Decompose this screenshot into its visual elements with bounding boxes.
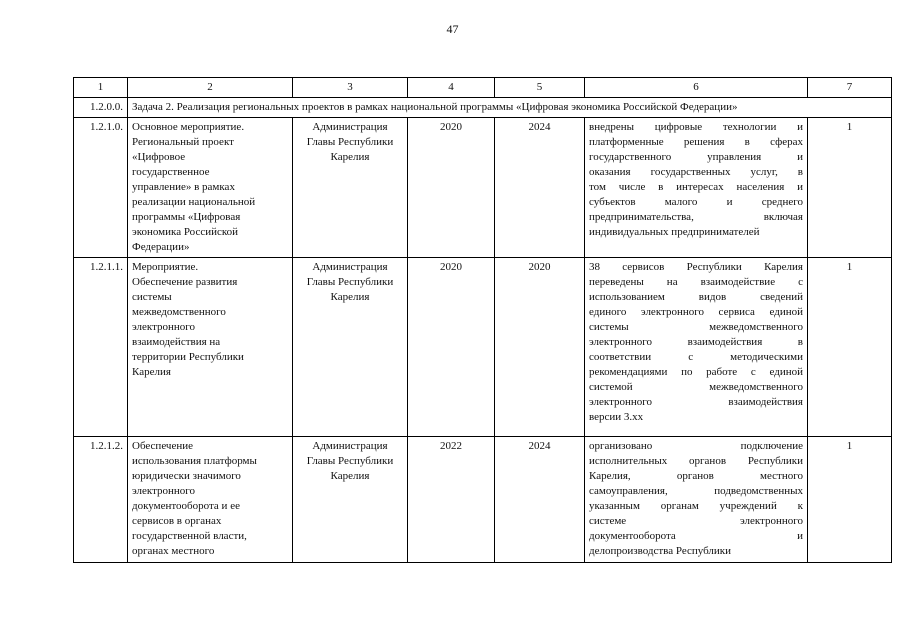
- row-result-line: системой межведомственного: [589, 381, 803, 393]
- table-row: [74, 118, 892, 258]
- task-code: 1.2.0.0.: [74, 98, 128, 118]
- row-name-line: Федерации»: [132, 241, 190, 253]
- row-name-line: документооборота и ее: [132, 500, 240, 512]
- row-start-year: 2022: [408, 437, 495, 563]
- row-name-line: реализации национальной: [132, 196, 256, 208]
- row-result-line: соответствии с методическими: [589, 351, 803, 363]
- row-end-year: 2020: [495, 258, 585, 437]
- row-code: 1.2.1.0.: [74, 118, 128, 258]
- row-name-line: юридически значимого: [132, 470, 241, 482]
- header-cell: 3: [293, 78, 408, 98]
- task-row: [74, 98, 892, 118]
- row-result: [585, 258, 808, 437]
- row-result-line: версии 3.xx: [589, 411, 644, 423]
- row-name-line: Обеспечение развития: [132, 276, 238, 288]
- row-name-line: Карелия: [132, 366, 171, 378]
- row-result-line: исполнительных органов Республики: [589, 455, 803, 467]
- row-executor-line: Главы Республики: [306, 276, 394, 288]
- row-result-line: электронного взаимодействия: [589, 396, 803, 408]
- row-result-line: оказания государственных услуг, в: [589, 166, 803, 178]
- header-cell: 4: [408, 78, 495, 98]
- row-result: [585, 437, 808, 563]
- row-code: 1.2.1.2.: [74, 437, 128, 563]
- row-result-line: делопроизводства Республики: [589, 545, 732, 557]
- row-name-line: межведомственного: [132, 306, 226, 318]
- row-name-line: управление» в рамках: [132, 181, 235, 193]
- row-name-line: системы: [132, 291, 172, 303]
- row-result-line: электронного взаимодействия в: [589, 336, 803, 348]
- row-name-line: электронного: [132, 321, 196, 333]
- row-result-line: организовано подключение: [589, 440, 803, 452]
- row-name-line: органах местного: [132, 545, 215, 557]
- row-result-line: переведены на взаимодействие с: [589, 276, 803, 288]
- row-result-line: 38 сервисов Республики Карелия: [589, 261, 803, 273]
- row-name-line: использования платформы: [132, 455, 257, 467]
- row-executor: [293, 437, 408, 563]
- row-result-line: системе электронного: [589, 515, 803, 527]
- header-cell: 7: [808, 78, 892, 98]
- row-result-line: указанным органам учреждений к: [589, 500, 803, 512]
- row-name-line: Обеспечение: [132, 440, 193, 452]
- row-name-line: государственной власти,: [132, 530, 247, 542]
- row-col7: 1: [808, 118, 892, 258]
- row-end-year: 2024: [495, 118, 585, 258]
- row-name: [128, 437, 293, 563]
- row-code: 1.2.1.1.: [74, 258, 128, 437]
- task-title: Задача 2. Реализация региональных проектов в рамках национальной программы «Цифровая экономика Российской Федерации»: [128, 98, 892, 118]
- row-end-year: 2024: [495, 437, 585, 563]
- row-result-line: документооборота и: [589, 530, 803, 542]
- row-name-line: Мероприятие.: [132, 261, 199, 273]
- page-number: 47: [446, 22, 459, 36]
- row-result-line: том числе в интересах населения и: [589, 181, 803, 193]
- row-name-line: сервисов в органах: [132, 515, 222, 527]
- row-result-line: государственного управления и: [589, 151, 803, 163]
- row-result-line: индивидуальных предпринимателей: [589, 226, 760, 238]
- row-name-line: взаимодействия на: [132, 336, 221, 348]
- header-row: [74, 78, 892, 98]
- row-result-line: использованием видов сведений: [589, 291, 803, 303]
- header-cell: 1: [74, 78, 128, 98]
- row-executor-line: Администрация: [312, 261, 388, 273]
- row-executor-line: Администрация: [312, 121, 388, 133]
- row-col7: 1: [808, 258, 892, 437]
- row-name: [128, 118, 293, 258]
- row-result-line: единого электронного сервиса единой: [589, 306, 803, 318]
- row-executor: [293, 118, 408, 258]
- row-result-line: рекомендациями по работе с единой: [589, 366, 803, 378]
- table-row: [74, 258, 892, 437]
- header-cell: 2: [128, 78, 293, 98]
- row-name-line: государственное: [132, 166, 210, 178]
- table-row: [74, 437, 892, 563]
- row-name-line: экономика Российской: [132, 226, 239, 238]
- row-name-line: «Цифровое: [132, 151, 186, 163]
- row-result-line: субъектов малого и среднего: [589, 196, 803, 208]
- row-result: [585, 118, 808, 258]
- row-result-line: системы межведомственного: [589, 321, 803, 333]
- row-result-line: самоуправления, подведомственных: [589, 485, 803, 497]
- row-result-line: платформенные решения в сферах: [589, 136, 803, 148]
- row-col7: 1: [808, 437, 892, 563]
- row-executor-line: Главы Республики: [306, 455, 394, 467]
- row-start-year: 2020: [408, 118, 495, 258]
- header-cell: 6: [585, 78, 808, 98]
- row-name-line: программы «Цифровая: [132, 211, 241, 223]
- activities-table: [73, 77, 892, 563]
- row-executor-line: Карелия: [330, 291, 370, 303]
- row-start-year: 2020: [408, 258, 495, 437]
- row-name-line: территории Республики: [132, 351, 244, 363]
- row-executor: [293, 258, 408, 437]
- row-executor-line: Администрация: [312, 440, 388, 452]
- row-executor-line: Главы Республики: [306, 136, 394, 148]
- row-name: [128, 258, 293, 437]
- row-name-line: электронного: [132, 485, 196, 497]
- row-result-line: Карелия, органов местного: [589, 470, 803, 482]
- row-result-line: внедрены цифровые технологии и: [589, 121, 803, 133]
- header-cell: 5: [495, 78, 585, 98]
- row-executor-line: Карелия: [330, 470, 370, 482]
- row-result-line: предпринимательства, включая: [589, 211, 803, 223]
- row-name-line: Основное мероприятие.: [132, 121, 245, 133]
- row-executor-line: Карелия: [330, 151, 370, 163]
- row-name-line: Региональный проект: [132, 136, 234, 148]
